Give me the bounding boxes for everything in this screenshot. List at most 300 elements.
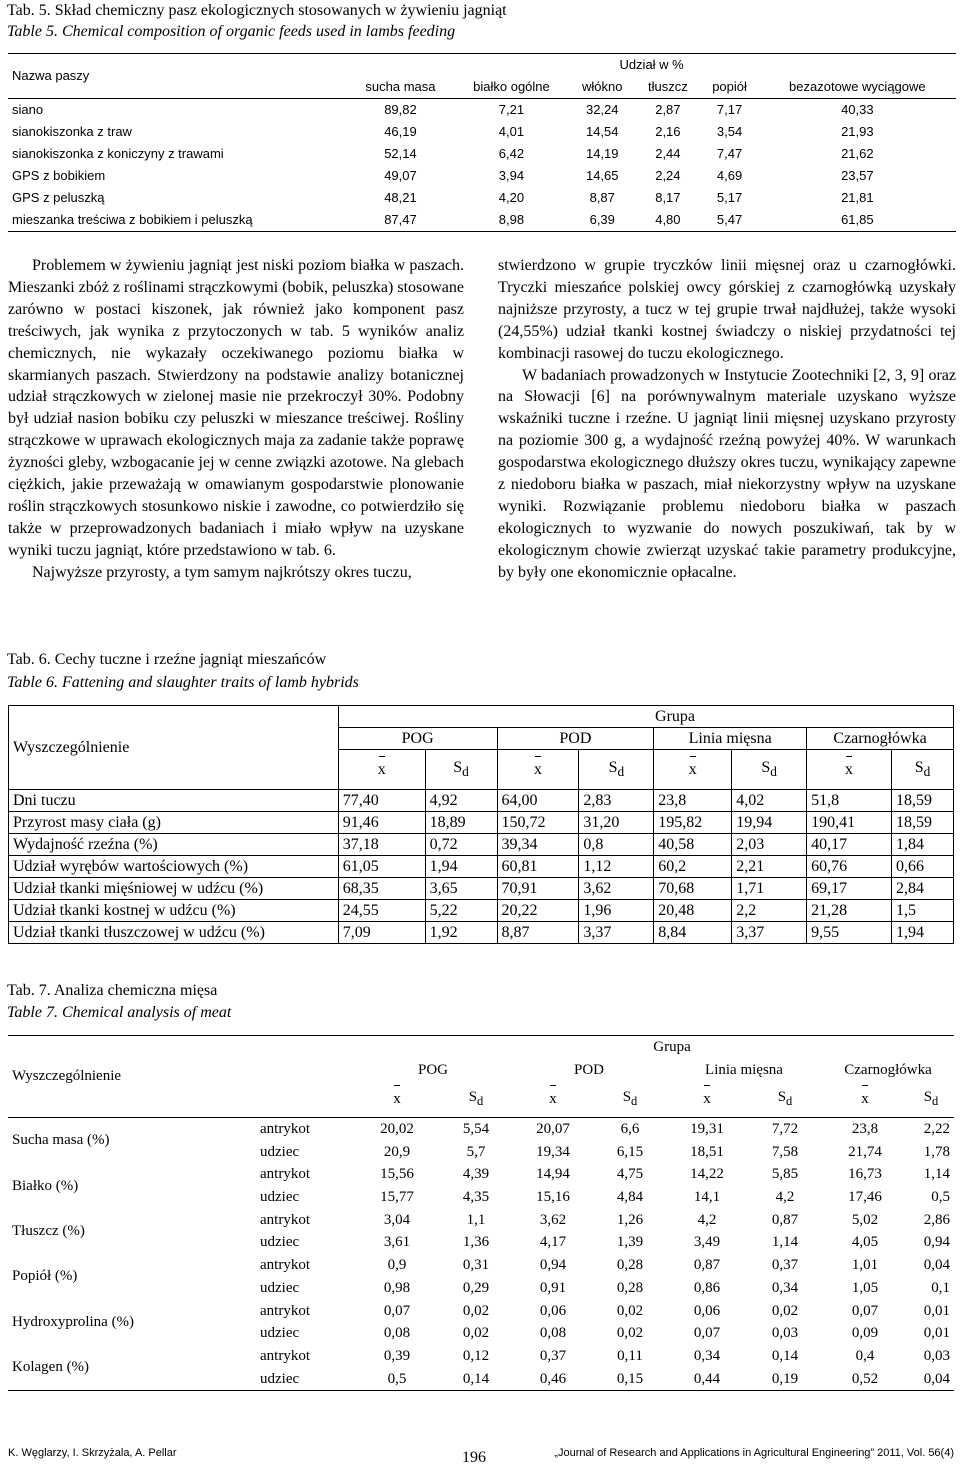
table-cell: 4,20 xyxy=(498,190,525,205)
table-cell: 87,47 xyxy=(347,209,454,232)
footer-authors: K. Węglarzy, I. Skrzyżala, A. Pellar xyxy=(8,1447,177,1459)
group-header: Linia mięsna xyxy=(705,1061,783,1078)
table-cell: 0,4 xyxy=(855,1347,875,1364)
table-cell: 5,22 xyxy=(425,900,497,922)
body-paragraph: Problemem w żywieniu jagniąt jest niski poziom białka w paszach. Mieszanki zbóż z roślinami strączkowymi (bobik, peluszka) stosowane zarówno w postaci kiszonek, jak również jako komponent pasz treściwych, jak wynika z przytoczonych w tab. 5 wyników analiz chemicznych, nie wykazały oczekiwanego poziomu białka w skarmianych paszach. Stwierdzony na podstawie analizy botanicznej udział strączkowych w zielonej masie nie przekroczył 30%. Podobny był udział nasion bobiku czy peluszki w mieszance treściwej. Rośliny strączkowe w uprawach ekologicznych maja za zadanie także poprawę żyzności gleby, wzbogacanie jej w cenne związki azotowe. Na glebach ciężkich, jakie przeważają w omawianym gospodarstwie plonowanie roślin strączkowych stosunkowo niskie i zawodne, co potwierdziło się także w przeprowadzonych badaniach i miało wpływ na uzyskane wyniki tuczu jagniąt, które przedstawiono w tab. 6. xyxy=(8,257,464,559)
table-cell: 0,86 xyxy=(693,1279,721,1296)
table-cell: 1,05 xyxy=(851,1279,879,1296)
stat-mean-header xyxy=(807,750,892,790)
stat-mean-header xyxy=(338,750,425,790)
table-cell: 1,5 xyxy=(891,900,953,922)
table-cell: 3,61 xyxy=(383,1234,411,1251)
tab5-header-group: Udział w % xyxy=(347,54,956,77)
body-left-column xyxy=(8,255,464,584)
table-cell: 4,02 xyxy=(732,790,807,812)
mean-symbol: x xyxy=(377,761,386,778)
stat-mean-header xyxy=(512,1081,594,1117)
table-cell: 1,94 xyxy=(425,856,497,878)
cut-label: udziec xyxy=(260,1279,300,1296)
row-label: Popiół (%) xyxy=(12,1268,78,1285)
table-cell: 3,54 xyxy=(716,124,743,139)
table-cell: 3,49 xyxy=(693,1234,721,1251)
table-cell: 40,58 xyxy=(654,834,732,856)
table-cell: 4,92 xyxy=(425,790,497,812)
table-cell: 0,5 xyxy=(387,1370,407,1387)
table-cell: 0,07 xyxy=(851,1302,879,1319)
tab6-caption-pl: Tab. 6. Cechy tuczne i rzeźne jagniąt mieszańców xyxy=(7,651,327,668)
row-label: Przyrost masy ciała (g) xyxy=(9,812,339,834)
table-cell: 6,15 xyxy=(616,1143,644,1160)
table-cell: 21,62 xyxy=(841,146,874,161)
tab7-header-item: Wyszczególnienie xyxy=(12,1068,122,1085)
table-cell: 0,46 xyxy=(539,1370,567,1387)
table-cell: 0,52 xyxy=(851,1370,879,1387)
table-cell: 7,17 xyxy=(716,102,743,117)
table-cell: 6,6 xyxy=(620,1120,640,1137)
table-cell: 0,02 xyxy=(771,1302,799,1319)
table-cell: 17,46 xyxy=(848,1189,882,1206)
table-cell: 39,34 xyxy=(497,834,579,856)
stat-sd-header: $S_d$ xyxy=(777,1088,793,1108)
table-cell: 6,39 xyxy=(569,209,635,232)
row-label: Udział tkanki kostnej w udźcu (%) xyxy=(9,900,339,922)
table-cell: 91,46 xyxy=(338,812,425,834)
table-cell: 23,8 xyxy=(654,790,732,812)
column-header: włókno xyxy=(569,76,635,99)
table-cell: 64,00 xyxy=(497,790,579,812)
table-cell: 0,11 xyxy=(617,1347,643,1364)
stat-mean-header xyxy=(354,1081,440,1117)
table-cell: 0,94 xyxy=(923,1234,950,1251)
tab6-header-group: Grupa xyxy=(338,706,953,728)
table-cell: 0,28 xyxy=(616,1279,644,1296)
table-row xyxy=(9,922,954,944)
stat-sd-header: $S_d$ xyxy=(579,750,654,790)
table-cell: 40,17 xyxy=(807,834,892,856)
table-cell: 1,96 xyxy=(579,900,654,922)
row-label: mieszanka treściwa z bobikiem i peluszką xyxy=(8,209,347,232)
row-label: Hydroxyprolina (%) xyxy=(12,1313,135,1330)
cut-label: udziec xyxy=(260,1189,300,1206)
table-cell: 0,5 xyxy=(931,1189,950,1206)
table-cell: 0,1 xyxy=(931,1279,950,1296)
mean-symbol: x xyxy=(861,1088,869,1111)
table-cell: 5,47 xyxy=(700,209,758,232)
table-cell: 0,08 xyxy=(383,1325,411,1342)
cut-label: antrykot xyxy=(260,1166,310,1183)
table-cell: 195,82 xyxy=(654,812,732,834)
table-cell: 0,07 xyxy=(693,1325,721,1342)
group-header: POD xyxy=(573,1061,604,1078)
table-cell: 2,03 xyxy=(732,834,807,856)
table-row xyxy=(9,834,954,856)
table-cell: 7,09 xyxy=(338,922,425,944)
table-cell: 0,01 xyxy=(923,1302,950,1319)
table-cell: 61,85 xyxy=(759,209,956,232)
table-cell: 9,55 xyxy=(807,922,892,944)
table-row xyxy=(8,165,956,187)
table-cell: 4,01 xyxy=(498,124,525,139)
table-cell: 4,17 xyxy=(539,1234,567,1251)
table-cell: 14,22 xyxy=(690,1166,724,1183)
table-cell: 4,05 xyxy=(851,1234,879,1251)
group-header: POG xyxy=(338,728,497,750)
row-label: Tłuszcz (%) xyxy=(12,1223,85,1240)
table-cell: 3,37 xyxy=(732,922,807,944)
group-header: Czarnogłówka xyxy=(844,1061,932,1078)
cut-label: udziec xyxy=(260,1143,300,1160)
table-cell: 14,19 xyxy=(585,146,619,161)
table-cell: 49,07 xyxy=(384,168,417,183)
table-cell: 70,68 xyxy=(654,878,732,900)
table-cell: 19,31 xyxy=(690,1120,724,1137)
table-row xyxy=(9,878,954,900)
sd-subscript: d xyxy=(462,764,469,780)
sd-subscript: d xyxy=(932,1093,939,1108)
table-cell: 20,48 xyxy=(654,900,732,922)
table-cell: 2,24 xyxy=(655,168,681,183)
table-cell: 2,16 xyxy=(655,124,681,139)
table-cell: 69,17 xyxy=(807,878,892,900)
table-cell: 15,77 xyxy=(380,1189,414,1206)
table-cell: 0,04 xyxy=(923,1257,950,1274)
table-cell: 1,1 xyxy=(466,1211,486,1228)
table-cell: 60,76 xyxy=(807,856,892,878)
table-cell: 21,28 xyxy=(807,900,892,922)
table-5 xyxy=(8,53,956,232)
table-cell: 0,14 xyxy=(771,1347,799,1364)
table-cell: 0,31 xyxy=(462,1257,490,1274)
stat-sd-header: $S_d$ xyxy=(732,750,807,790)
table-cell: 21,81 xyxy=(841,190,874,205)
table-cell: 8,84 xyxy=(654,922,732,944)
group-header: POG xyxy=(417,1061,448,1078)
table-cell: 0,01 xyxy=(923,1325,950,1342)
table-cell: 4,35 xyxy=(462,1189,490,1206)
table-cell: 0,66 xyxy=(891,856,953,878)
table-row xyxy=(8,1254,954,1277)
table-cell: 2,84 xyxy=(891,878,953,900)
table-cell: 21,74 xyxy=(848,1143,882,1160)
table-cell: 14,65 xyxy=(585,168,619,183)
table-cell: 48,21 xyxy=(384,190,417,205)
table-cell: 14,1 xyxy=(693,1189,721,1206)
row-label: Wydajność rzeźna (%) xyxy=(9,834,339,856)
table-cell: 21,93 xyxy=(841,124,874,139)
table-cell: 14,94 xyxy=(536,1166,570,1183)
table-cell: 0,91 xyxy=(539,1279,567,1296)
table-cell: 1,92 xyxy=(425,922,497,944)
cut-label: antrykot xyxy=(260,1120,310,1137)
table-cell: 23,57 xyxy=(841,168,874,183)
table-cell: 2,22 xyxy=(923,1120,950,1137)
table-cell: 1,71 xyxy=(732,878,807,900)
table-cell: 61,05 xyxy=(338,856,425,878)
table-row xyxy=(8,1209,954,1232)
cut-label: udziec xyxy=(260,1370,300,1387)
column-header: popiół xyxy=(700,76,758,99)
table-row xyxy=(8,209,956,232)
table-cell: 1,78 xyxy=(923,1143,950,1160)
table-cell: 31,20 xyxy=(579,812,654,834)
table-cell: 20,02 xyxy=(380,1120,414,1137)
table-cell: 3,94 xyxy=(498,168,525,183)
column-header: sucha masa xyxy=(347,76,454,99)
tab5-caption-pl: Tab. 5. Skład chemiczny pasz ekologicznych stosowanych w żywieniu jagniąt xyxy=(7,2,507,19)
table-cell: 7,58 xyxy=(771,1143,799,1160)
table-cell: 1,94 xyxy=(891,922,953,944)
table-cell: 0,9 xyxy=(387,1257,407,1274)
table-cell: 1,39 xyxy=(616,1234,644,1251)
table-cell: 16,73 xyxy=(848,1166,882,1183)
table-cell: 0,87 xyxy=(693,1257,721,1274)
table-row xyxy=(8,1300,954,1323)
page-number: 196 xyxy=(462,1449,486,1466)
sd-subscript: d xyxy=(923,764,931,780)
table-cell: 8,17 xyxy=(655,190,681,205)
stat-sd-header: $S_d$ xyxy=(425,750,497,790)
table-row xyxy=(8,121,956,143)
table-row xyxy=(9,856,954,878)
table-header-row xyxy=(8,54,956,77)
cut-label: antrykot xyxy=(260,1302,310,1319)
table-cell: 40,33 xyxy=(841,102,874,117)
table-cell: 3,62 xyxy=(579,878,654,900)
stat-mean-header xyxy=(822,1081,908,1117)
row-label: Kolagen (%) xyxy=(12,1359,90,1376)
table-cell: 5,02 xyxy=(851,1211,879,1228)
table-cell: 15,16 xyxy=(536,1189,570,1206)
table-cell: 60,81 xyxy=(497,856,579,878)
table-cell: 1,01 xyxy=(851,1257,879,1274)
sd-subscript: d xyxy=(477,1093,484,1108)
table-cell: 150,72 xyxy=(497,812,579,834)
tab5-caption-en: Table 5. Chemical composition of organic feeds used in lambs feeding xyxy=(7,23,456,40)
table-cell: 7,21 xyxy=(498,102,525,117)
table-cell: 89,82 xyxy=(384,102,417,117)
row-label: Udział tkanki tłuszczowej w udźcu (%) xyxy=(9,922,339,944)
table-cell: 0,72 xyxy=(425,834,497,856)
table-cell: 20,07 xyxy=(536,1120,570,1137)
table-cell: 7,47 xyxy=(716,146,743,161)
table-cell: 4,2 xyxy=(697,1211,717,1228)
cut-label: antrykot xyxy=(260,1211,310,1228)
table-cell: 4,2 xyxy=(775,1189,795,1206)
table-cell: 52,14 xyxy=(384,146,417,161)
row-label: GPS z peluszką xyxy=(12,190,105,205)
body-paragraph: W badaniach prowadzonych w Instytucie Zootechniki [2, 3, 9] oraz na Słowacji [6] na porównywalnym materiale uzyskano wyższe wskaźniki tuczne i rzeźne. U jagniąt linii mięsnej uzyskano przyrosty na poziomie 300 g, a wydajność rzeźną powyżej 40%. W warunkach gospodarstwa ekologicznego dłuższy okres tuczu, wynikający zapewne z niedoboru białka w paszach, miał niekorzystny wpływ na uzyskane wyniki. Rozwiązanie problemu niedoboru białka w paszach ekologicznych to wyzwanie do nowych poszukiwań, tak by w ekologicznym chowie zwierząt uzyskać takie parametry produkcyjne, by były one ekonomicznie opłacalne. xyxy=(498,366,956,581)
table-row xyxy=(8,1163,954,1186)
table-cell: 1,26 xyxy=(616,1211,644,1228)
table-cell: 0,03 xyxy=(771,1325,799,1342)
mean-symbol: x xyxy=(688,761,697,778)
table-cell: 24,55 xyxy=(338,900,425,922)
tab6-caption-en: Table 6. Fattening and slaughter traits of lamb hybrids xyxy=(7,674,359,691)
column-header: białko ogólne xyxy=(454,76,569,99)
table-cell: 0,37 xyxy=(771,1257,799,1274)
sd-subscript: d xyxy=(770,764,777,780)
mean-symbol: x xyxy=(845,761,854,778)
table-cell: 0,08 xyxy=(539,1325,567,1342)
table-cell: 0,34 xyxy=(771,1279,799,1296)
table-cell: 5,17 xyxy=(716,190,743,205)
tab5-header-name: Nazwa paszy xyxy=(8,54,347,99)
stat-sd-header: $S_d$ xyxy=(468,1088,484,1108)
table-cell: 1,14 xyxy=(923,1166,950,1183)
table-cell: 4,80 xyxy=(635,209,700,232)
table-cell: 8,98 xyxy=(454,209,569,232)
tab6-header-item: Wyszczególnienie xyxy=(9,706,339,790)
table-cell: 20,22 xyxy=(497,900,579,922)
table-cell: 0,07 xyxy=(383,1302,411,1319)
table-cell: 0,28 xyxy=(616,1257,644,1274)
table-row xyxy=(9,790,954,812)
body-paragraph: stwierdzono w grupie tryczków linii mięsnej oraz u czarnogłówki. Tryczki mieszańce polskiej owcy górskiej z czarnogłówką uzyskały najniższe przyrosty, a tucz w tej grupie trwał najdłużej, także wysoki (24,55%) udział tkanki kostnej świadczy o niskiej przydatności tej kombinacji rasowej do tuczu ekologicznego. xyxy=(498,257,956,362)
table-7 xyxy=(8,1035,954,1391)
tab7-caption-pl: Tab. 7. Analiza chemiczna mięsa xyxy=(7,982,218,999)
sd-subscript: d xyxy=(631,1093,638,1108)
table-cell: 0,06 xyxy=(539,1302,567,1319)
table-cell: 18,89 xyxy=(425,812,497,834)
table-cell: 4,39 xyxy=(462,1166,490,1183)
table-cell: 2,44 xyxy=(655,146,681,161)
body-paragraph: Najwyższe przyrosty, a tym samym najkrótszy okres tuczu, xyxy=(32,563,412,581)
table-cell: 7,72 xyxy=(771,1120,799,1137)
table-cell: 0,87 xyxy=(771,1211,799,1228)
table-cell: 0,03 xyxy=(923,1347,950,1364)
table-cell: 68,35 xyxy=(338,878,425,900)
table-cell: 1,12 xyxy=(579,856,654,878)
row-label: Udział tkanki mięśniowej w udźcu (%) xyxy=(9,878,339,900)
row-label: sianokiszonka z traw xyxy=(12,124,132,139)
cut-label: udziec xyxy=(260,1234,300,1251)
table-cell: 18,51 xyxy=(690,1143,724,1160)
row-label: Sucha masa (%) xyxy=(12,1132,110,1149)
table-cell: 4,75 xyxy=(616,1166,644,1183)
table-cell: 1,84 xyxy=(891,834,953,856)
body-right-column xyxy=(498,255,956,584)
table-cell: 15,56 xyxy=(380,1166,414,1183)
table-cell: 0,94 xyxy=(539,1257,567,1274)
cut-label: udziec xyxy=(260,1325,300,1342)
table-cell: 18,59 xyxy=(891,790,953,812)
table-cell: 4,69 xyxy=(716,168,743,183)
table-cell: 8,87 xyxy=(497,922,579,944)
table-cell: 20,9 xyxy=(383,1143,411,1160)
row-label: GPS z bobikiem xyxy=(12,168,106,183)
table-cell: 6,42 xyxy=(498,146,525,161)
table-row xyxy=(9,900,954,922)
table-cell: 3,65 xyxy=(425,878,497,900)
table-cell: 51,8 xyxy=(807,790,892,812)
group-header: POD xyxy=(497,728,654,750)
table-cell: 8,87 xyxy=(589,190,615,205)
table-cell: 0,98 xyxy=(383,1279,411,1296)
table-cell: 0,02 xyxy=(616,1325,644,1342)
table-cell: 3,04 xyxy=(383,1211,411,1228)
stat-sd-header: $S_d$ xyxy=(891,750,953,790)
table-cell: 0,02 xyxy=(462,1325,490,1342)
mean-symbol: x xyxy=(703,1088,711,1111)
table-cell: 0,8 xyxy=(579,834,654,856)
mean-symbol: x xyxy=(393,1088,401,1111)
footer-journal: „Journal of Research and Applications in Agricultural Engineering” 2011, Vol. 56(4) xyxy=(554,1447,954,1459)
table-cell: 0,04 xyxy=(923,1370,950,1387)
table-cell: 3,62 xyxy=(539,1211,567,1228)
table-cell: 19,34 xyxy=(536,1143,570,1160)
table-cell: 0,34 xyxy=(693,1347,721,1364)
mean-symbol: x xyxy=(549,1088,557,1111)
stat-sd-header: $S_d$ xyxy=(622,1088,638,1108)
tab7-header-group: Grupa xyxy=(653,1039,691,1055)
table-cell: 77,40 xyxy=(338,790,425,812)
table-cell: 5,85 xyxy=(771,1166,799,1183)
column-header: tłuszcz xyxy=(635,76,700,99)
table-row xyxy=(8,99,956,122)
table-cell: 0,19 xyxy=(771,1370,799,1387)
table-cell: 14,54 xyxy=(585,124,619,139)
table-cell: 0,09 xyxy=(851,1325,879,1342)
stat-mean-header xyxy=(666,1081,748,1117)
table-cell: 0,06 xyxy=(693,1302,721,1319)
table-cell: 1,14 xyxy=(771,1234,799,1251)
row-label: Udział wyrębów wartościowych (%) xyxy=(9,856,339,878)
table-cell: 0,12 xyxy=(462,1347,490,1364)
sd-subscript: d xyxy=(786,1093,793,1108)
table-cell: 37,18 xyxy=(338,834,425,856)
table-cell: 2,21 xyxy=(732,856,807,878)
cut-label: antrykot xyxy=(260,1347,310,1364)
table-cell: 0,37 xyxy=(539,1347,567,1364)
table-cell: 0,15 xyxy=(616,1370,644,1387)
table-cell: 2,2 xyxy=(732,900,807,922)
table-cell: 0,02 xyxy=(616,1302,644,1319)
table-cell: 4,84 xyxy=(616,1189,644,1206)
table-row xyxy=(8,187,956,209)
table-row xyxy=(8,1345,954,1368)
table-cell: 2,83 xyxy=(579,790,654,812)
table-cell: 0,39 xyxy=(383,1347,411,1364)
tab7-caption-en: Table 7. Chemical analysis of meat xyxy=(7,1004,232,1021)
table-cell: 70,91 xyxy=(497,878,579,900)
table-cell: 1,36 xyxy=(462,1234,490,1251)
table-cell: 23,8 xyxy=(851,1120,879,1137)
row-label: siano xyxy=(12,102,44,117)
table-row xyxy=(8,143,956,165)
row-label: sianokiszonka z koniczyny z trawami xyxy=(12,146,224,161)
table-cell: 32,24 xyxy=(585,102,619,117)
table-cell: 0,02 xyxy=(462,1302,490,1319)
row-label: Dni tuczu xyxy=(9,790,339,812)
table-6 xyxy=(8,705,954,944)
table-cell: 5,54 xyxy=(462,1120,490,1137)
stat-mean-header xyxy=(497,750,579,790)
table-row xyxy=(9,812,954,834)
group-header: Czarnogłówka xyxy=(807,728,954,750)
row-label: Białko (%) xyxy=(12,1177,79,1194)
table-cell: 19,94 xyxy=(732,812,807,834)
table-cell: 3,37 xyxy=(579,922,654,944)
table-cell: 2,87 xyxy=(655,102,681,117)
table-cell: 190,41 xyxy=(807,812,892,834)
table-row xyxy=(8,1117,954,1140)
stat-sd-header: $S_d$ xyxy=(923,1088,939,1108)
column-header: bezazotowe wyciągowe xyxy=(759,76,956,99)
table-cell: 46,19 xyxy=(384,124,417,139)
table-cell: 0,14 xyxy=(462,1370,490,1387)
table-cell: 0,44 xyxy=(693,1370,721,1387)
stat-mean-header xyxy=(654,750,732,790)
